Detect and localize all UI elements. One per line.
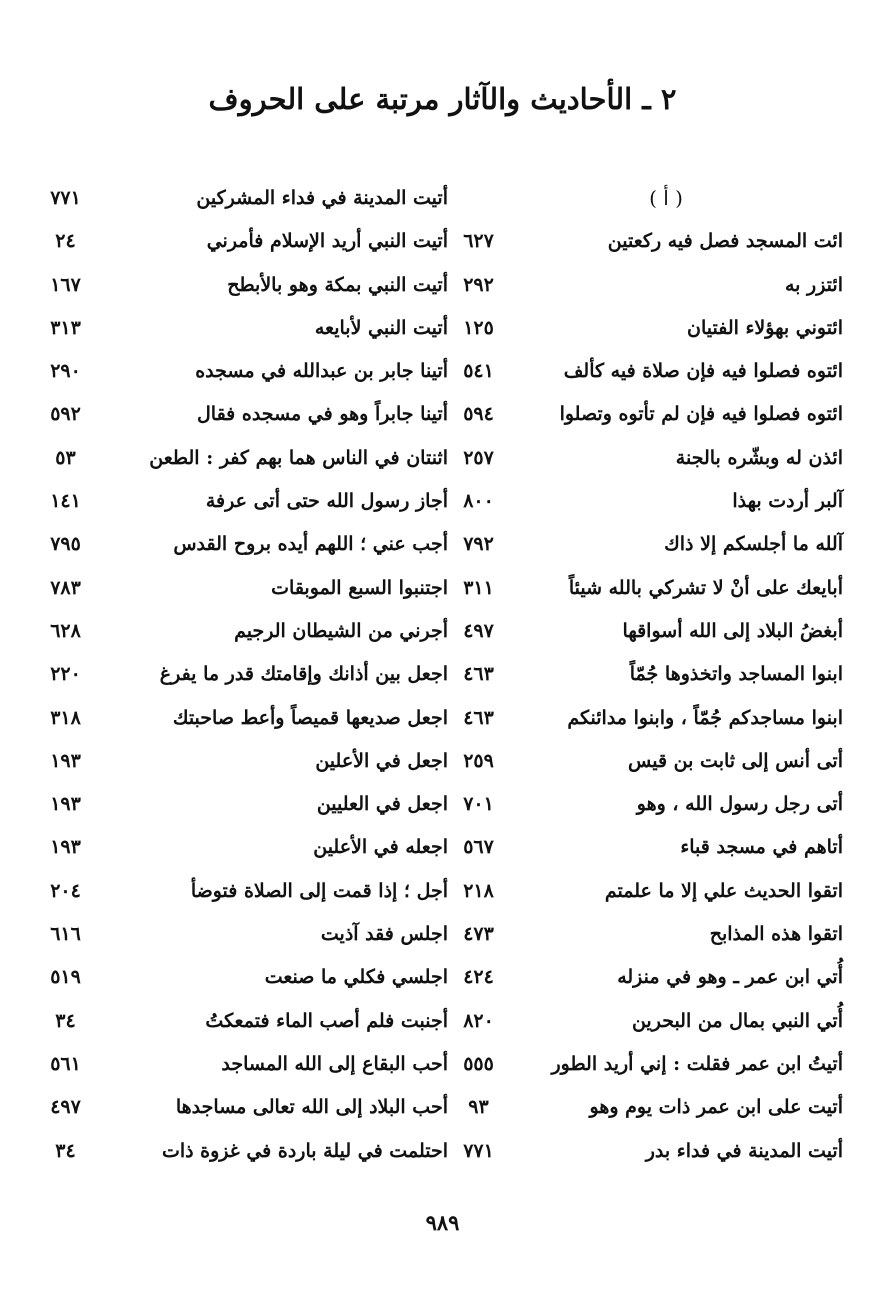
entry-page-number: ٣١١ (463, 576, 494, 599)
index-entry (38, 437, 448, 480)
index-entry (451, 437, 843, 480)
index-entry (38, 697, 448, 740)
index-entry (451, 740, 843, 783)
entry-text: أتيت النبي بمكة وهو بالأبطح (227, 273, 448, 296)
entry-text: أتاهم في مسجد قباء (680, 836, 843, 859)
index-entry (451, 783, 843, 826)
section-letter: ( أ ) (649, 186, 683, 210)
entry-page-number: ١٩٣ (50, 749, 81, 772)
index-entry (451, 870, 843, 913)
entry-text: اجعل في الأعلين (315, 749, 448, 772)
index-entry (451, 1130, 843, 1173)
index-entry (451, 567, 843, 610)
entry-text: أتيت على ابن عمر ذات يوم وهو (589, 1096, 843, 1119)
entry-page-number: ٣٤ (55, 1009, 76, 1032)
entry-text: أتيت النبي لأبايعه (314, 316, 448, 339)
index-entry (451, 1000, 843, 1043)
entry-page-number: ٥٩٤ (463, 403, 494, 426)
entry-page-number: ١٤١ (50, 490, 81, 513)
entry-text: ابنوا مساجدكم جُمّاً ، وابنوا مدائنكم (567, 706, 843, 729)
entry-text: ائذن له وبشّره بالجنة (675, 446, 843, 469)
entry-page-number: ١٢٥ (463, 316, 494, 339)
index-entry (38, 870, 448, 913)
index-entry (451, 220, 843, 263)
entry-page-number: ٣١٨ (50, 706, 81, 729)
index-entry (451, 913, 843, 956)
entry-text: احتلمت في ليلة باردة في غزوة ذات (161, 1139, 448, 1162)
index-entry (38, 1043, 448, 1086)
index-entry (451, 653, 843, 696)
index-entry (451, 307, 843, 350)
entry-text: أجل ؛ إذا قمت إلى الصلاة فتوضأ (190, 879, 448, 902)
entry-text: أتينا جابراً وهو في مسجده فقال (196, 403, 448, 426)
index-entry (38, 523, 448, 566)
index-entry (451, 480, 843, 523)
entry-page-number: ٦٢٨ (50, 619, 81, 642)
entry-text: اتقوا الحديث علي إلا ما علمتم (604, 879, 843, 902)
entry-page-number: ٣٤ (55, 1139, 76, 1162)
entry-text: أتى رجل رسول الله ، وهو (636, 793, 843, 816)
entry-page-number: ١٦٧ (50, 273, 81, 296)
entry-page-number: ٥٥٥ (463, 1052, 494, 1075)
index-column-left (38, 177, 448, 1173)
index-entry (38, 177, 448, 220)
page-number: ٩٨٩ (425, 1210, 460, 1235)
index-entry (451, 1043, 843, 1086)
entry-text: أتى أنس إلى ثابت بن قيس (628, 749, 843, 772)
entry-text: أجنبت فلم أصب الماء فتمعكتُ (205, 1009, 448, 1032)
index-entry (38, 1000, 448, 1043)
entry-text: اجعل بين أذانك وإقامتك قدر ما يفرغ (159, 663, 448, 686)
entry-text: أبغضُ البلاد إلى الله أسواقها (622, 619, 843, 642)
entry-text: أتيت المدينة في فداء المشركين (196, 187, 448, 209)
index-entry (38, 350, 448, 393)
entry-page-number: ٢٥٩ (463, 749, 494, 772)
entry-page-number: ٨٢٠ (463, 1009, 494, 1032)
entry-text: أبايعك على أنْ لا تشركي بالله شيئاً (568, 576, 843, 599)
entry-page-number: ٥٦٧ (463, 836, 494, 859)
entry-page-number: ٢٩٢ (463, 273, 494, 296)
index-entry (451, 393, 843, 436)
entry-page-number: ٤٢٤ (463, 966, 494, 989)
entry-text: أجب عني ؛ اللهم أيده بروح القدس (173, 533, 448, 556)
entry-page-number: ٩٣ (468, 1096, 489, 1119)
index-entry (38, 956, 448, 999)
entry-page-number: ٨٠٠ (463, 490, 494, 513)
index-entry (38, 307, 448, 350)
entry-page-number: ٧٧١ (50, 187, 81, 209)
entry-text: اتقوا هذه المذابح (709, 923, 843, 946)
entry-text: اجعله في الأعلين (313, 836, 448, 859)
index-entry (38, 480, 448, 523)
entry-page-number: ٤٦٣ (463, 706, 494, 729)
entry-page-number: ٧٧١ (463, 1139, 494, 1162)
entry-text: ائتوني بهؤلاء الفتيان (687, 316, 843, 339)
entry-text: ائتزر به (784, 273, 843, 296)
index-entry (38, 783, 448, 826)
index-entry (38, 264, 448, 307)
entry-text: أجاز رسول الله حتى أتى عرفة (205, 490, 448, 513)
entry-text: أُتي ابن عمر ـ وهو في منزله (617, 966, 843, 989)
index-entry (38, 653, 448, 696)
index-entry (38, 826, 448, 869)
entry-text: أحب البلاد إلى الله تعالى مساجدها (175, 1096, 448, 1119)
index-entry (38, 1086, 448, 1129)
letter-section-header (451, 177, 843, 220)
entry-page-number: ٦٢٧ (463, 230, 494, 253)
entry-page-number: ١٩٣ (50, 793, 81, 816)
entry-page-number: ٦١٦ (50, 923, 81, 946)
entry-page-number: ٢٩٠ (50, 360, 81, 383)
entry-text: اجعل في العليين (316, 793, 448, 816)
entry-page-number: ٧٩٥ (50, 533, 81, 556)
index-entry (38, 610, 448, 653)
index-entry (451, 1086, 843, 1129)
entry-text: أُتي النبي بمال من البحرين (631, 1009, 843, 1032)
entry-text: اجلسي فكلي ما صنعت (264, 966, 448, 989)
entry-text: ائتوه فصلوا فيه فإن لم تأتوه وتصلوا (559, 403, 843, 426)
index-entry (38, 1130, 448, 1173)
index-entry (451, 697, 843, 740)
entry-page-number: ٢٥٧ (463, 446, 494, 469)
entry-text: أتيت المدينة في فداء بدر (645, 1139, 843, 1162)
entry-text: آلبر أردت بهذا (732, 490, 843, 513)
entry-text: أجرني من الشيطان الرجيم (234, 619, 448, 642)
entry-text: ائت المسجد فصل فيه ركعتين (607, 230, 843, 253)
entry-page-number: ٤٧٣ (463, 923, 494, 946)
entry-page-number: ٤٩٧ (50, 1096, 81, 1119)
entry-page-number: ٥٩٢ (50, 403, 81, 426)
entry-page-number: ٧٨٣ (50, 576, 81, 599)
entry-page-number: ٣١٣ (50, 316, 81, 339)
entry-page-number: ٤٩٧ (463, 619, 494, 642)
entry-text: أتيتُ ابن عمر فقلت : إني أريد الطور (551, 1052, 843, 1075)
entry-text: آلله ما أجلسكم إلا ذاك (664, 533, 843, 556)
entry-text: ابنوا المساجد واتخذوها جُمّاً (629, 663, 843, 686)
entry-text: اجلس فقد آذيت (320, 923, 448, 946)
index-entry (38, 393, 448, 436)
entry-page-number: ١٩٣ (50, 836, 81, 859)
index-column-right (451, 177, 843, 1173)
entry-text: اثنتان في الناس هما بهم كفر : الطعن (149, 446, 448, 469)
entry-text: ائتوه فصلوا فيه فإن صلاة فيه كألف (563, 360, 843, 383)
entry-page-number: ٢٢٠ (50, 663, 81, 686)
index-entry (38, 740, 448, 783)
index-entry (451, 610, 843, 653)
entry-page-number: ٤٦٣ (463, 663, 494, 686)
entry-page-number: ٧٠١ (463, 793, 494, 816)
entry-text: أتيت النبي أريد الإسلام فأمرني (206, 230, 448, 253)
index-entry (451, 523, 843, 566)
entry-page-number: ٢٠٤ (50, 879, 81, 902)
entry-page-number: ٧٩٢ (463, 533, 494, 556)
entry-text: أتينا جابر بن عبدالله في مسجده (195, 360, 448, 383)
entry-page-number: ٥١٩ (50, 966, 81, 989)
index-entry (451, 956, 843, 999)
entry-page-number: ٥٦١ (50, 1052, 81, 1075)
index-entry (38, 220, 448, 263)
entry-page-number: ٥٤١ (463, 360, 494, 383)
entry-page-number: ٢١٨ (463, 879, 494, 902)
index-entry (451, 264, 843, 307)
index-entry (38, 567, 448, 610)
entry-page-number: ٥٣ (55, 446, 76, 469)
entry-page-number: ٢٤ (55, 230, 76, 253)
entry-text: اجتنبوا السبع الموبقات (271, 576, 448, 599)
index-entry (451, 826, 843, 869)
page-title: ٢ ـ الأحاديث والآثار مرتبة على الحروف (208, 82, 677, 116)
entry-text: أحب البقاع إلى الله المساجد (221, 1052, 448, 1075)
index-entry (451, 350, 843, 393)
index-entry (38, 913, 448, 956)
entry-text: اجعل صديعها قميصاً وأعط صاحبتك (172, 706, 448, 729)
